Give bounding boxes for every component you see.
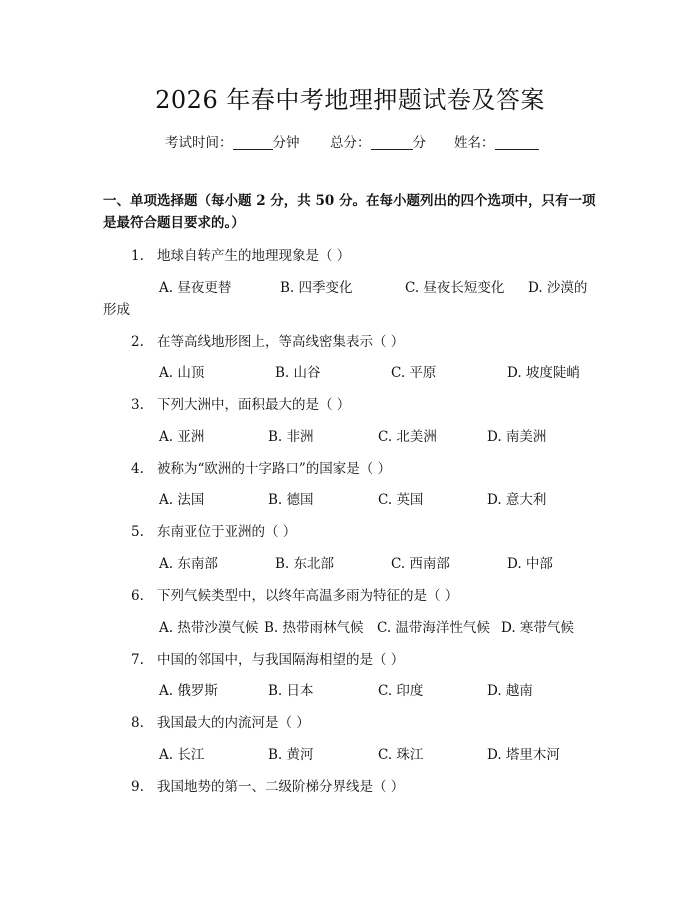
- name-field: [454, 131, 539, 151]
- option-d: D. 中部: [507, 556, 553, 572]
- option-b: B. 德国: [268, 492, 314, 508]
- question-2: [131, 330, 404, 350]
- question-6: [131, 584, 458, 604]
- option-a: A. 长江: [159, 747, 205, 763]
- page-title: 2026 年春中考地理押题试卷及答案: [155, 86, 545, 114]
- option-a: A. 法国: [159, 492, 205, 508]
- option-b: B. 热带雨林气候: [264, 620, 364, 636]
- question-number: 6.: [131, 588, 144, 604]
- question-number: 7.: [131, 652, 144, 668]
- option-d: D. 越南: [487, 683, 533, 699]
- option-a: A. 亚洲: [159, 429, 205, 445]
- score-blank: [371, 135, 413, 150]
- question-text: 中国的邻国中，与我国隔海相望的是（ ）: [157, 652, 405, 668]
- time-field: [165, 131, 300, 151]
- option-c: C. 北美洲: [378, 429, 437, 445]
- option-a: A. 热带沙漠气候: [159, 620, 259, 636]
- option-c: C. 西南部: [391, 556, 450, 572]
- option-c: C. 英国: [378, 492, 424, 508]
- name-blank: [495, 135, 539, 150]
- option-d: D. 意大利: [487, 492, 547, 508]
- option-d: D. 沙漠的: [528, 280, 588, 296]
- option-a: A. 东南部: [159, 556, 218, 572]
- score-unit: 分: [412, 135, 426, 151]
- option-b: B. 日本: [268, 683, 314, 699]
- option-c: C. 昼夜长短变化: [405, 280, 505, 296]
- question-text: 下列大洲中，面积最大的是（ ）: [157, 397, 351, 413]
- option-b: B. 山谷: [275, 365, 321, 381]
- question-3: [131, 393, 350, 413]
- option-d: D. 南美洲: [487, 429, 547, 445]
- option-b: B. 非洲: [268, 429, 314, 445]
- option-d: D. 坡度陡峭: [507, 365, 580, 381]
- score-label: 总分：: [330, 135, 371, 151]
- question-number: 9.: [131, 779, 144, 795]
- question-5: [131, 520, 296, 540]
- question-1: [131, 244, 350, 264]
- question-number: 5.: [131, 524, 144, 540]
- question-number: 2.: [131, 334, 144, 350]
- option-d-wrap: 形成: [103, 302, 130, 318]
- question-9: [131, 775, 404, 795]
- option-b: B. 四季变化: [280, 280, 353, 296]
- question-text: 地球自转产生的地理现象是（ ）: [157, 248, 351, 264]
- option-a: A. 俄罗斯: [159, 683, 218, 699]
- time-label: 考试时间：: [165, 135, 233, 151]
- question-4: [131, 457, 391, 477]
- question-number: 4.: [131, 461, 144, 477]
- question-number: 3.: [131, 397, 144, 413]
- section-heading: 一、单项选择题（每小题 2 分，共 50 分。在每小题列出的四个选项中，只有一项是最符合题目要求的。）: [103, 193, 596, 231]
- time-unit: 分钟: [272, 135, 300, 151]
- question-number: 1.: [131, 248, 144, 264]
- question-8: [131, 711, 310, 731]
- option-c: C. 平原: [391, 365, 437, 381]
- option-c: C. 印度: [378, 683, 424, 699]
- option-d: D. 寒带气候: [501, 620, 574, 636]
- option-b: B. 东北部: [275, 556, 335, 572]
- question-text: 我国最大的内流河是（ ）: [157, 715, 310, 731]
- question-text: 在等高线地形图上，等高线密集表示（ ）: [157, 334, 405, 350]
- option-a: A. 山顶: [159, 365, 205, 381]
- question-text: 东南亚位于亚洲的（ ）: [157, 524, 297, 540]
- question-7: [131, 648, 404, 668]
- question-text: 我国地势的第一、二级阶梯分界线是（ ）: [157, 779, 405, 795]
- option-b: B. 黄河: [268, 747, 314, 763]
- time-blank: [233, 135, 273, 150]
- option-d: D. 塔里木河: [487, 747, 560, 763]
- score-field: [330, 131, 426, 151]
- option-c: C. 温带海洋性气候: [377, 620, 490, 636]
- name-label: 姓名：: [454, 135, 495, 151]
- question-text: 被称为“欧洲的十字路口”的国家是（ ）: [157, 461, 392, 477]
- question-number: 8.: [131, 715, 144, 731]
- option-a: A. 昼夜更替: [159, 280, 232, 296]
- option-c: C. 珠江: [378, 747, 424, 763]
- question-text: 下列气候类型中，以终年高温多雨为特征的是（ ）: [157, 588, 459, 604]
